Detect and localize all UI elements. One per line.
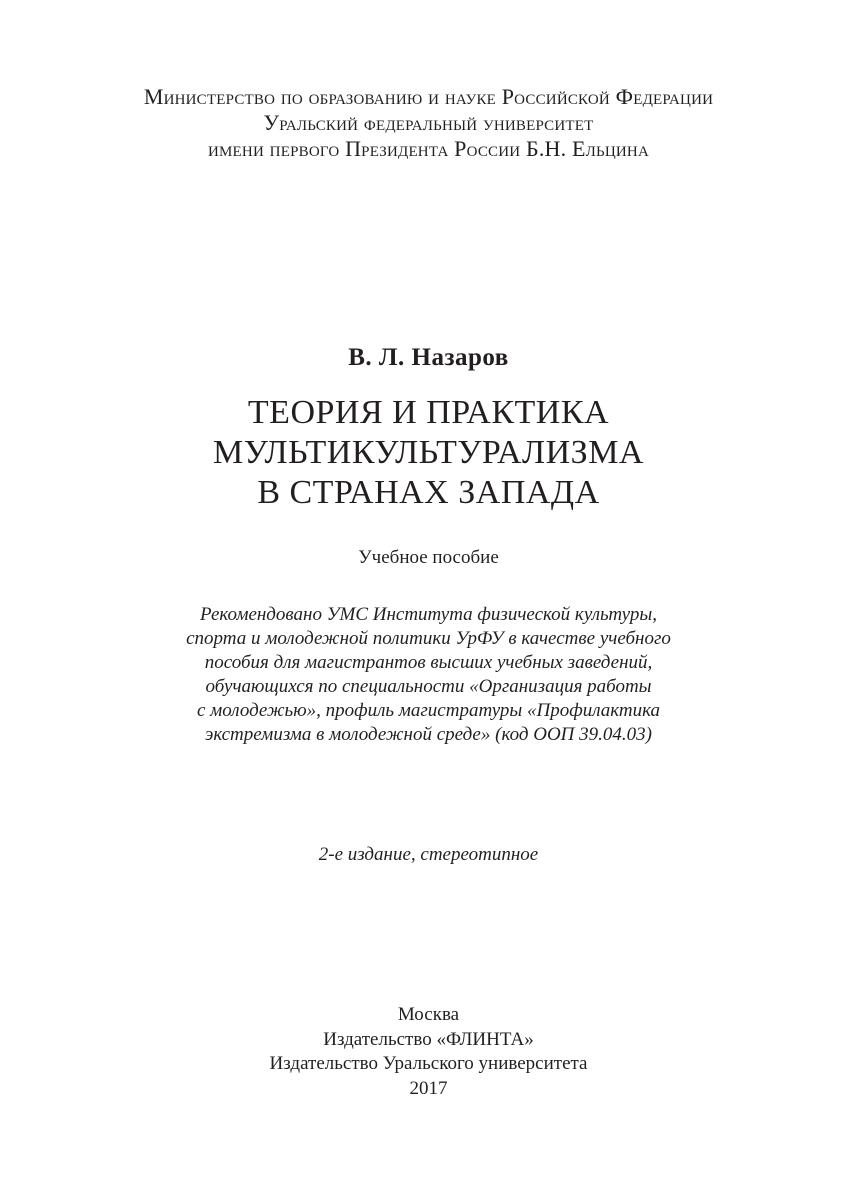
recommendation-line-5: с молодежью», профиль магистратуры «Профилактика	[196, 700, 661, 721]
book-subtitle: Учебное пособие	[358, 547, 499, 568]
university-line: Уральский федеральный университет	[263, 110, 594, 135]
author-name: В. Л. Назаров	[348, 344, 509, 371]
recommendation-text	[0, 603, 857, 747]
imprint-publisher-2: Издательство Уральского университета	[269, 1053, 588, 1074]
imprint-year: 2017	[409, 1077, 448, 1099]
title-line-2: МУЛЬТИКУЛЬТУРАЛИЗМА	[213, 434, 644, 471]
institution-header	[0, 84, 857, 162]
recommendation-line-2: спорта и молодежной политики УрФУ в качестве учебного	[186, 628, 671, 649]
title-line-1: ТЕОРИЯ И ПРАКТИКА	[247, 394, 610, 431]
recommendation-line-4: обучающихся по специальности «Организация работы	[205, 676, 652, 697]
ministry-line: Министерство по образованию и науке Российской Федерации	[143, 84, 714, 109]
book-title	[0, 393, 857, 513]
edition-note: 2-е издание, стереотипное	[318, 844, 539, 865]
imprint-city: Москва	[397, 1004, 460, 1025]
recommendation-line-1: Рекомендовано УМС Института физической культуры,	[200, 604, 657, 625]
university-name-line: имени первого Президента России Б.Н. Ельцина	[207, 136, 649, 161]
title-line-3: В СТРАНАХ ЗАПАДА	[257, 474, 600, 511]
imprint-publisher-1: Издательство «ФЛИНТА»	[323, 1028, 534, 1050]
imprint	[0, 1003, 857, 1101]
recommendation-line-3: пособия для магистрантов высших учебных заведений,	[204, 652, 653, 673]
recommendation-line-6: экстремизма в молодежной среде» (код ООП 39.04.03)	[205, 724, 652, 745]
